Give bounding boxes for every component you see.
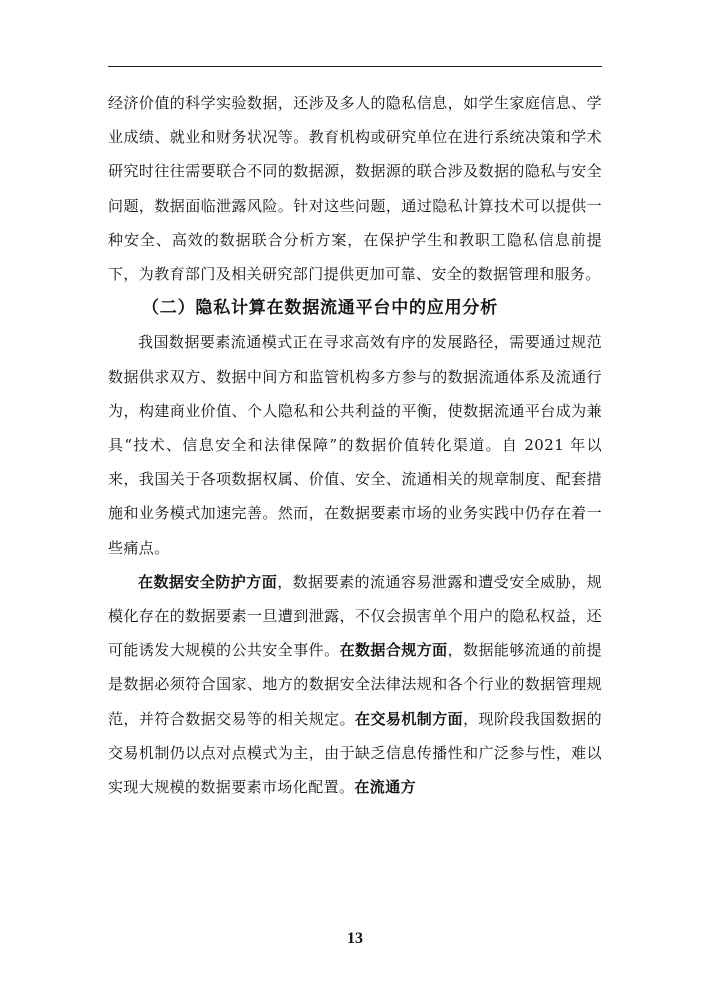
lead-trading-mechanism: 在交易机制方面 xyxy=(355,709,464,728)
paragraph-continued: 经济价值的科学实验数据，还涉及多人的隐私信息，如学生家庭信息、学业成绩、就业和财务状况等。教育机构或研究单位在进行系统决策和学术研究时往往需要联合不同的数据源，数据源的联合涉及数据的隐私与安全问题，数据面临泄露风险。针对这些问题，通过隐私计算技术可以提供一种安全、高效的数据联合分析方案，在保护学生和教职工隐私信息前提下，为教育部门及相关研究部门提供更加可靠、安全的数据管理和服务。 xyxy=(108,94,602,284)
lead-circulation: 在流通方 xyxy=(354,778,417,797)
section-heading: （二）隐私计算在数据流通平台中的应用分析 xyxy=(142,298,498,319)
text-trading-mechanism: ，现阶段我国数据的交易机制仍以点对点模式为主，由于缺乏信息传播性和广泛参与性，难以实现大规模的数据要素市场化配置。 xyxy=(108,709,602,797)
text-data-compliance: ，数据能够流通的前提是数据必须符合国家、地方的数据安全法律法规和各个行业的数据管理规范，并符合数据交易等的相关规定。 xyxy=(108,641,602,728)
lead-data-security: 在数据安全防护方面 xyxy=(138,572,278,591)
document-body xyxy=(108,86,602,804)
paragraph-pain-points xyxy=(108,565,602,804)
lead-data-compliance: 在数据合规方面 xyxy=(339,641,448,660)
paragraph-data-circulation: 我国数据要素流通模式正在寻求高效有序的发展路径，需要通过规范数据供求双方、数据中间方和监管机构多方参与的数据流通体系及流通行为，构建商业价值、个人隐私和公共利益的平衡，使数据流通平台成为兼具“技术、信息安全和法律保障”的数据价值转化渠道。自 2021 年以来，我国关于各项数据权属、价值、安全、流通相关的规章制度、配套措施和业务模式加速完善。然而，在数据要素市场的业务实践中仍存在着一些痛点。 xyxy=(108,333,602,557)
text-data-security: ，数据要素的流通容易泄露和遭受安全威胁，规模化存在的数据要素一旦遭到泄露，不仅会损害单个用户的隐私权益，还可能诱发大规模的公共安全事件。 xyxy=(108,572,602,660)
page-number: 13 xyxy=(347,930,363,947)
header-rule xyxy=(108,66,602,67)
